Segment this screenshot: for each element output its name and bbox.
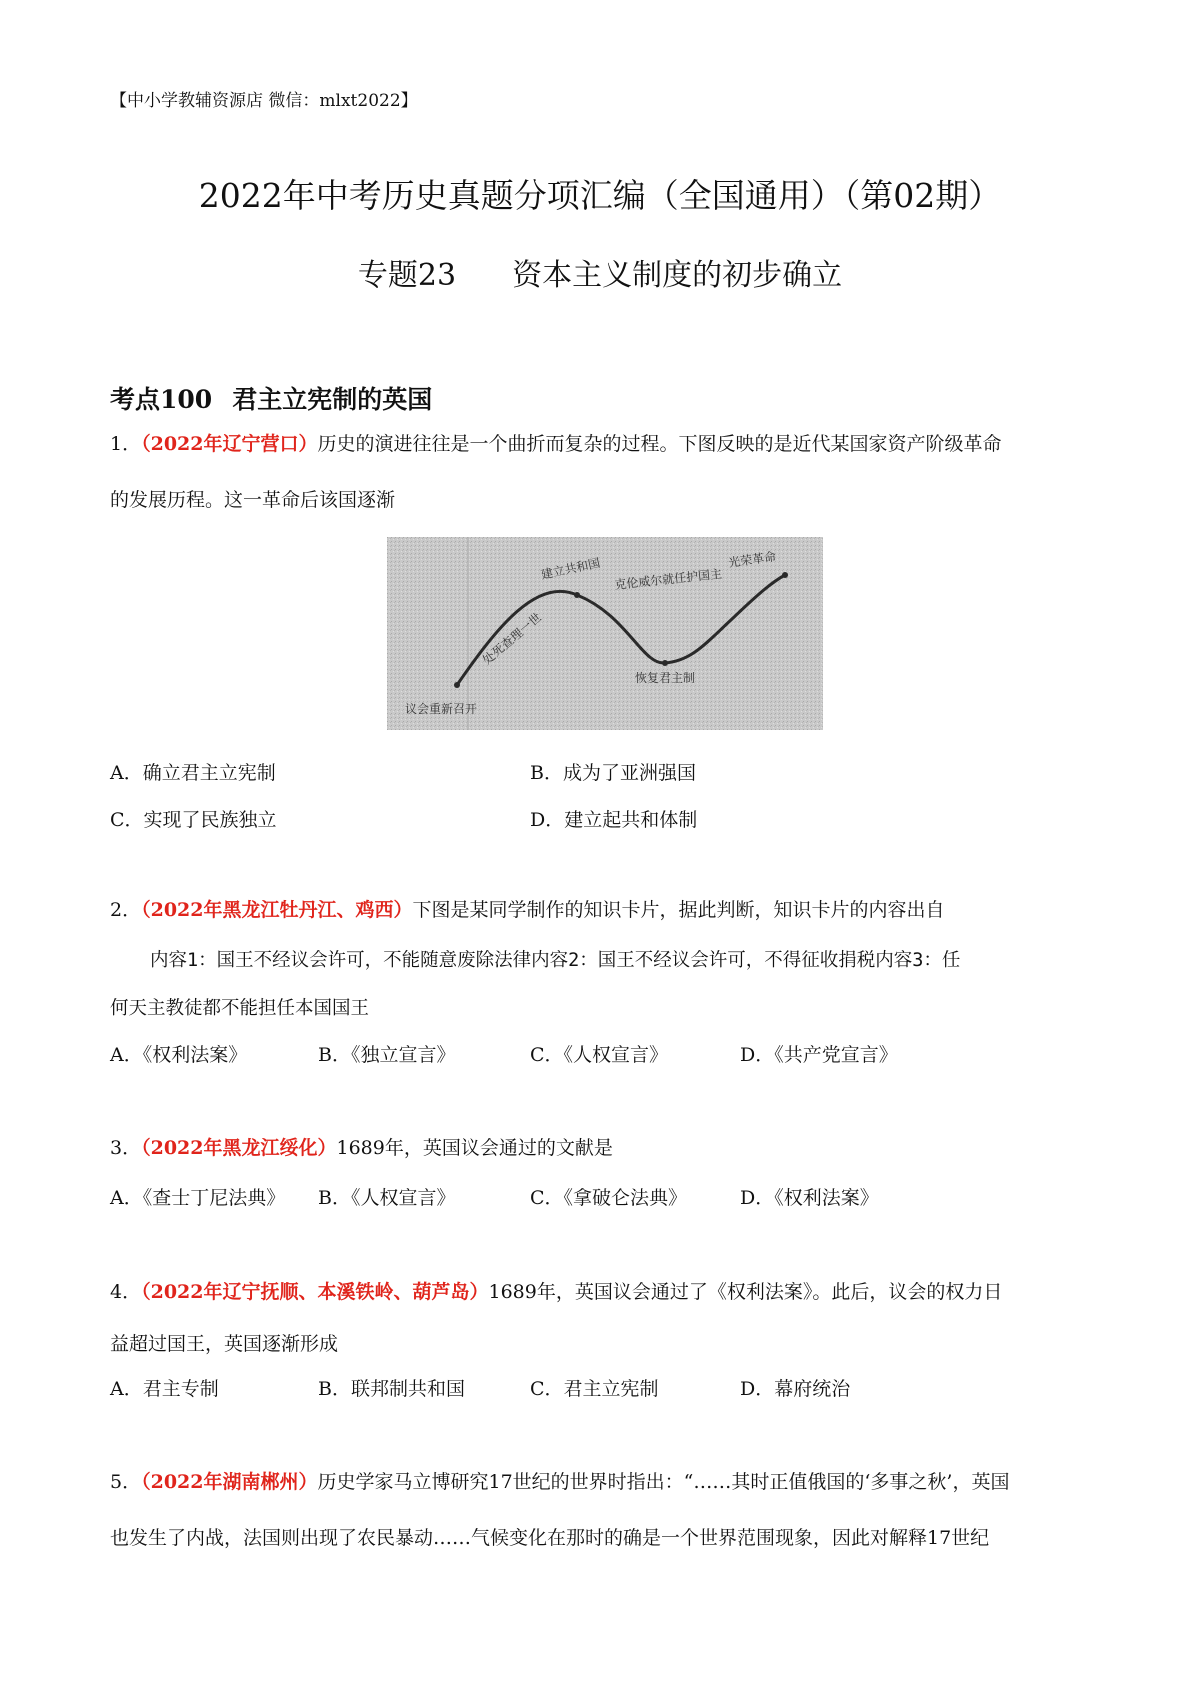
figure-label: 恢复君主制: [635, 671, 696, 685]
question-4-option-c[interactable]: C．君主立宪制: [530, 1378, 659, 1400]
question-stem: 历史学家马立博研究17世纪的世界时指出：“……其时正值俄国的‘多事之秋’，英国: [317, 1471, 1010, 1493]
question-number: 3．: [110, 1137, 142, 1159]
question-3-option-c[interactable]: C．《拿破仑法典》: [530, 1187, 688, 1209]
question-4-line-1: [110, 1270, 1002, 1314]
document-subtitle: [0, 250, 1200, 294]
question-number: 2．: [110, 899, 142, 921]
question-1-line-1: [110, 422, 1002, 466]
question-source: （2022年辽宁抚顺、本溪铁岭、葫芦岛）: [141, 1281, 489, 1303]
figure-label: 处死查理一世: [479, 610, 545, 668]
knowledge-card-line-1: 内容1：国王不经议会许可，不能随意废除法律内容2：国王不经议会许可，不得征收捐税内容3：任: [150, 950, 961, 971]
question-2-option-c[interactable]: C．《人权宣言》: [530, 1044, 669, 1066]
figure-label: 建立共和国: [539, 555, 602, 582]
question-number: 5．: [110, 1471, 142, 1493]
question-stem: 1689年，英国议会通过的文献是: [336, 1137, 613, 1159]
question-1-option-b[interactable]: B．成为了亚洲强国: [530, 762, 696, 784]
page-header: 【中小学教辅资源店 微信：mlxt2022】: [110, 91, 418, 111]
figure-label: 议会重新召开: [405, 702, 478, 716]
question-source: （2022年黑龙江绥化）: [141, 1137, 337, 1159]
question-number: 4．: [110, 1281, 142, 1303]
question-5-line-2: 也发生了内战，法国则出现了农民暴动……气候变化在那时的确是一个世界范围现象，因此对解释17世纪: [110, 1527, 990, 1549]
question-1-option-d[interactable]: D．建立起共和体制: [530, 809, 698, 831]
question-1-option-a[interactable]: A．确立君主立宪制: [110, 762, 276, 784]
document-title: 2022年中考历史真题分项汇编（全国通用）（第02期）: [198, 176, 1002, 215]
figure-label: 克伦威尔就任护国主: [613, 566, 723, 592]
question-3-option-b[interactable]: B．《人权宣言》: [318, 1187, 456, 1209]
question-1-option-c[interactable]: C．实现了民族独立: [110, 809, 277, 831]
question-2-option-a[interactable]: A．《权利法案》: [110, 1044, 248, 1066]
question-number: 1．: [110, 433, 142, 455]
question-4-option-a[interactable]: A．君主专制: [110, 1378, 219, 1400]
revolution-curve-figure: [387, 537, 823, 730]
section-heading: [110, 380, 432, 416]
question-source: （2022年黑龙江牡丹江、鸡西）: [141, 899, 413, 921]
question-4-option-d[interactable]: D．幕府统治: [740, 1378, 851, 1400]
figure-label: 光荣革命: [727, 549, 777, 570]
question-2-option-d[interactable]: D．《共产党宣言》: [740, 1044, 898, 1066]
question-4-option-b[interactable]: B．联邦制共和国: [318, 1378, 465, 1400]
curve-point: [454, 682, 460, 688]
subtitle-name: 资本主义制度的初步确立: [512, 258, 843, 293]
question-5-line-1: [110, 1460, 1009, 1504]
question-stem: 1689年，英国议会通过了《权利法案》。此后，议会的权力日: [488, 1281, 1003, 1303]
question-stem: 下图是某同学制作的知识卡片，据此判断，知识卡片的内容出自: [412, 899, 945, 921]
subtitle-topic: 专题23: [357, 258, 457, 293]
question-1-line-2: 的发展历程。这一革命后该国逐渐: [110, 489, 396, 511]
question-stem: 历史的演进往往是一个曲折而复杂的过程。下图反映的是近代某国家资产阶级革命: [317, 433, 1002, 455]
question-2-line-1: [110, 888, 945, 932]
question-source: （2022年湖南郴州）: [141, 1471, 318, 1493]
section-name: 君主立宪制的英国: [232, 385, 433, 414]
knowledge-card-line-2: 何天主教徒都不能担任本国国王: [110, 998, 370, 1019]
question-3-option-a[interactable]: A．《查士丁尼法典》: [110, 1187, 286, 1209]
question-source: （2022年辽宁营口）: [141, 433, 318, 455]
section-label: 考点100: [110, 385, 213, 414]
question-3-option-d[interactable]: D．《权利法案》: [740, 1187, 879, 1209]
question-2-option-b[interactable]: B．《独立宣言》: [318, 1044, 456, 1066]
question-3-line-1: [110, 1126, 613, 1170]
curve-point: [574, 592, 580, 598]
curve-point: [662, 660, 668, 666]
question-4-line-2: 益超过国王，英国逐渐形成: [110, 1333, 339, 1355]
curve-point: [782, 572, 788, 578]
